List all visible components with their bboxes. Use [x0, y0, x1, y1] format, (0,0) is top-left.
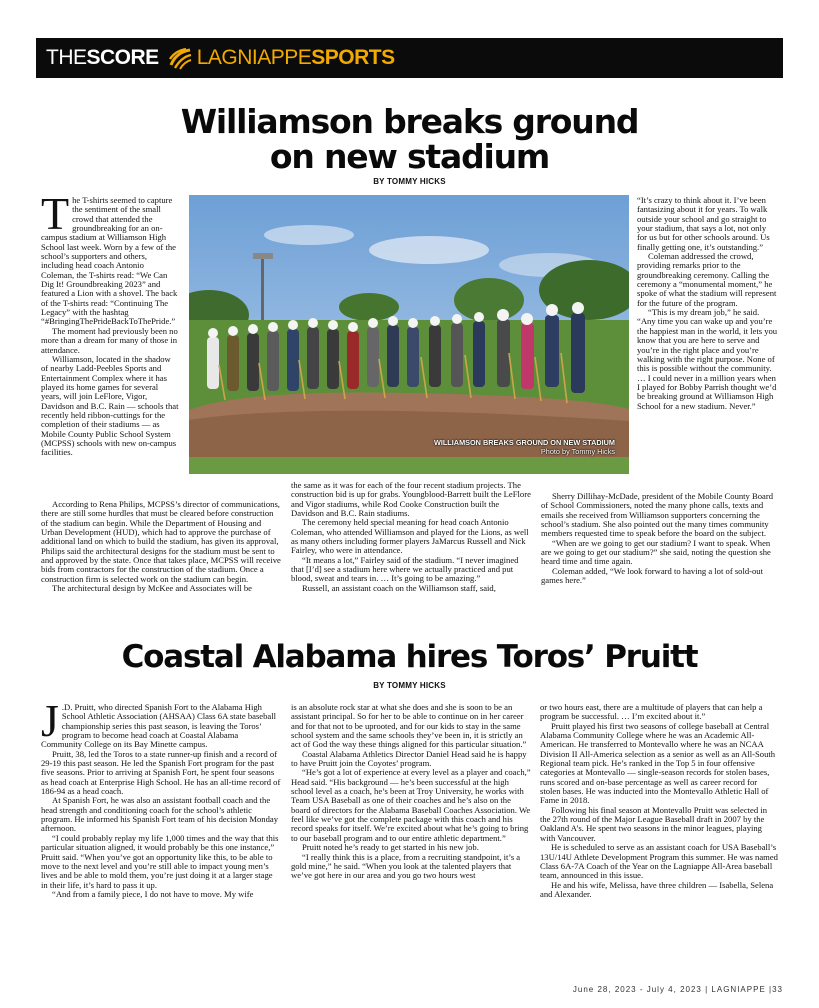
- article1-col3w-p1: Sherry Dillihay-McDade, president of the Mobile County Board of School Commissioners, noted the many phone calls, texts and emails she received from Williamson supporters concerning the school’s stadium. She also pointed out the many times community members requested time to speak before the board on the subject.: [541, 491, 774, 539]
- article1-col2: [291, 481, 531, 593]
- article2-col3-p3: Following his final season at Montevallo Pruitt was selected in the 27th round of the Major League Baseball draft in 2007 by the Oakland A’s. He spent two seasons in the minor leagues, playing with Vancouver.: [540, 804, 768, 843]
- article1-col3-p1: “It’s crazy to think about it. I’ve been fantasizing about it for years. To walk outside your school and go straight to your stadium, that says a lot, not only for us but for other schools around. Us finally getting one, it’s outstanding.”: [637, 195, 770, 252]
- article1-headline-line1: Williamson breaks ground: [180, 102, 639, 141]
- article1-col3w-p2: “When are we going to get our stadium? I want to speak. When are we going to get our stadium?” she said, noting the question she heard time and time again.: [541, 537, 771, 567]
- article1-col1w-p2: The architectural design by McKee and Associates will be: [52, 583, 252, 594]
- article2-col1-p1: .D. Pruitt, who directed Spanish Fort to the Alabama High School Athletic Association (AHSAA) Class 6A state baseball championship series this past season, is leaving the Toros’ program to become head coach at Coastal Alabama Community College on its Bay Minette campus.: [41, 702, 277, 750]
- banner-the: THE: [46, 46, 87, 69]
- article1-col2-p3: “It means a lot,” Fairley said of the stadium. “I never imagined that [I’d] see a stadium here where we actually practiced and put blood, sweat and tears in. … It’s going to be amazing.”: [291, 554, 519, 584]
- photo-caption: [434, 438, 615, 456]
- article1-col1-p2: The moment had previously been no more than a dream for many of those in attendance.: [41, 325, 178, 355]
- article2-col3-p5: He and his wife, Melissa, have three children — Isabella, Selena and Alexander.: [540, 879, 774, 899]
- groundbreaking-photo: [189, 195, 629, 474]
- banner-lagniappe: LAGNIAPPE: [196, 46, 312, 69]
- banner-brand: [46, 44, 395, 72]
- article1-col1-p1: he T-shirts seemed to capture the sentiment of the small crowd that attended the groundbreaking for an on-campus stadium at Williamson High School last week. Worn by a few of the school’s supporters and others, including head coach Antonio Coleman, the T-shirts read: “We Can Dig It! Groundbreaking 2023” and featured a Lion with a shovel. The back of the T-shirts read: “Continuing The Legacy” with the hashtag “#BringingThePrideBackToThePride.”: [41, 195, 178, 327]
- article2-dropcap: J: [41, 695, 59, 746]
- article2-col3-p4: He is scheduled to serve as an assistant coach for USA Baseball’s 13U/14U Athlete Development Program this summer. He was named Class 6A-7A Coach of the Year on the Lagniappe All-Area baseball team, announced in this issue.: [540, 842, 778, 881]
- article1-col3-p3: “This is my dream job,” he said. “Any time you can wake up and you’re the happiest man in the world, it lets you know that you are here to serve and you’re in the right place and you’re walking with the right purpose. None of this is possible without the community. … I could never in a million years when I played for Bobby Parrish thought we’d be breaking ground at Williamson High School for a new stadium. Never.”: [637, 307, 778, 411]
- article1-col3-wide: [541, 492, 778, 585]
- article1-dropcap: T: [41, 188, 70, 239]
- article1-headline: [0, 104, 819, 174]
- article2-col2: [291, 703, 531, 881]
- article2-col1-p2: Pruitt, 38, led the Toros to a state runner-up finish and a record of 29-19 this past season. He led the Spanish Fort program for the past five seasons. Prior to arriving at Spanish Fort, he spent four seasons as head coach at Enterprise High School. He has an all-time record of 186-94 as a head coach.: [41, 748, 281, 797]
- article1-col2-p1: the same as it was for each of the four recent stadium projects. The construction bid is up for grabs. Youngblood-Barrett built the LeFlore and Vigor stadiums, while Rod Cooke Construction built the Davidson and B.C. Rain stadiums.: [291, 480, 531, 519]
- article2-col2-p3: “He’s got a lot of experience at every level as a player and coach,” Head said. “His background — he’s been successful at the high school level as a coach, he’s been at Troy University, he works with Team USA Baseball as one of their coaches and he’s also on the board of directors for the Alabama Baseball Coaches Association. We feel like we’ve got the complete package with this coach and his record speaks for itself. We’re excited about what he’s going to bring to our baseball program and to our entire athletic department.”: [291, 767, 531, 843]
- article2-col3-p1: or two hours east, there are a multitude of players that can help a program be successful. … I’m excited about it.”: [540, 702, 763, 722]
- article1-col3: [637, 196, 778, 411]
- article2-col2-p4: Pruitt noted he’s ready to get started in his new job.: [302, 842, 479, 853]
- photo-credit: Photo by Tommy Hicks: [540, 447, 615, 456]
- article1-byline: BY TOMMY HICKS: [373, 177, 446, 186]
- article2-col3-p2: Pruitt played his first two seasons of college baseball at Central Alabama Community College where he was an Academic All-American. He transferred to Montevallo where he was an NCAA Division II All-America selection as a senior as well as an All-South Regional team pick. He’s ranked in the Top 5 in four offensive categories at Montevallo — single-season records for stolen bases, runs scored and on-base percentage as well as career record for stolen bases. He was inducted into the Montevallo Athletic Hall of Fame in 2018.: [540, 720, 776, 806]
- article1-col3w-p3: Coleman added, “We look forward to having a lot of sold-out games here.”: [541, 565, 763, 586]
- article1-col1: [41, 188, 179, 458]
- footer-separator: |: [705, 985, 709, 994]
- article1-col2-p4: Russell, an assistant coach on the Williamson staff, said,: [302, 582, 496, 593]
- article2-col1-p5: “And from a family piece, I do not have to move. My wife: [52, 888, 254, 899]
- banner-score: SCORE: [86, 46, 159, 69]
- article2-byline: BY TOMMY HICKS: [373, 681, 446, 690]
- page-number: 33: [772, 985, 783, 994]
- article2-col1: [41, 695, 281, 899]
- article1-col2-p2: The ceremony held special meaning for head coach Antonio Coleman, who attended Williamson and played for the Lions, as well as many others including former players JaMarcus Russell and Nick Fairley, who were in attendance.: [291, 517, 529, 556]
- issue-dates: June 28, 2023 - July 4, 2023: [572, 985, 702, 994]
- article2-col3: [540, 703, 778, 899]
- footer-separator-2: |: [769, 985, 773, 994]
- section-banner: [36, 38, 783, 78]
- article2-col2-p5: “I really think this is a place, from a recruiting standpoint, it’s a gold mine,” he said. “When you look at the talented players that we’ve got here in our area and you go two hours west: [291, 851, 521, 881]
- banner-sports: SPORTS: [311, 46, 395, 69]
- groundbreaking-illustration: [189, 195, 629, 474]
- publication-name: LAGNIAPPE: [711, 985, 766, 994]
- page-footer: [573, 985, 783, 994]
- article2-col1-p3: At Spanish Fort, he was also an assistant football coach and the head strength and conditioning coach for the school’s athletic program. He informed his Spanish Fort team of his decision Monday afternoon.: [41, 795, 279, 834]
- article2-col2-p2: Coastal Alabama Athletics Director Daniel Head said he is happy to have Pruitt join the Coyotes’ program.: [291, 748, 527, 769]
- swoosh-logo-icon: [167, 45, 193, 71]
- article1-col1-wide: [41, 500, 281, 593]
- article2-col2-p1: is an absolute rock star at what she does and she is soon to be an assistant principal. So for her to be able to continue on in her career and for that not to be uprooted, and for our kids to stay in the same school system and the same schools they’ve been in, it is strictly an act of God the way these things aligned for this particular situation.”: [291, 702, 527, 750]
- article1-col1-p3: Williamson, located in the shadow of nearby Ladd-Peebles Sports and Entertainment Complex where it has played its home games for several years, will join LeFlore, Vigor, Davidson and B.C. Rain — schools that recently held ribbon-cuttings for the completion of their stadiums — as Mobile County Public School System (MCPSS) schools with new on-campus facilities.: [41, 353, 179, 458]
- article1-col1w-p1: According to Rena Philips, MCPSS’s director of communications, there are still some hurdles that must be cleared before construction of the stadium can begin. While the Department of Housing and Urban Development (HUD), which had to approve the purchase of additional land on which to build the stadium, has given its approval, Philips said the architectural designs for the stadium must be sent to and approved by the state. Once that takes place, MCPSS will receive bids from contractors for the construction of the stadium. Once a construction firm is selected work on the stadium can begin.: [41, 499, 281, 584]
- article1-col3-p2: Coleman addressed the crowd, providing remarks prior to the groundbreaking ceremony. Calling the ceremony a “monumental moment,” he spoke of what the stadium will represent for the future of the program.: [637, 251, 777, 308]
- article1-headline-line2: on new stadium: [269, 137, 550, 176]
- article2-col1-p4: “I could probably replay my life 1,000 times and the way that this particular situation aligned, it would probably be this one instance,” Pruitt said. “When you’ve got an opportunity like this, to be able to move to the next level and you’re still able to impact young men’s lives and be able to mold them, you’re just doing it at a larger stage in their life, it’s hard to pass it up.: [41, 832, 279, 890]
- photo-caption-title: WILLIAMSON BREAKS GROUND ON NEW STADIUM: [433, 438, 615, 447]
- article2-headline: Coastal Alabama hires Toros’ Pruitt: [121, 639, 698, 675]
